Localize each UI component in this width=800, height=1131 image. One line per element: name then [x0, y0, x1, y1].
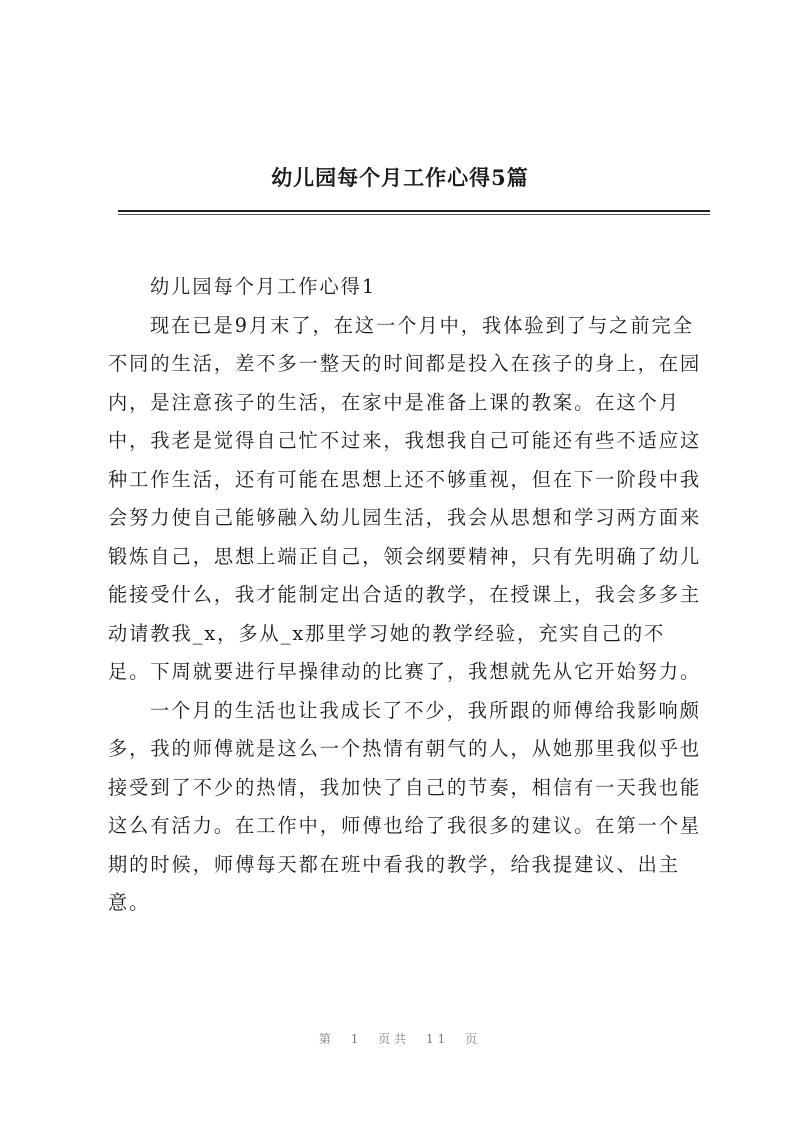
paragraph-2 [108, 692, 716, 923]
title-underline-thin [118, 214, 710, 215]
page-footer [0, 1030, 800, 1047]
paragraph-line: 现在已是9月末了，在这一个月中，我体验到了与之前完全 [150, 313, 694, 337]
paragraph-line: 中，我老是觉得自己忙不过来，我想我自己可能还有些不适应这 [108, 429, 702, 452]
paragraph-line: 期的时候，师傅每天都在班中看我的教学，给我提建议、出主 [108, 852, 681, 876]
paragraph-line: 足。下周就要进行早操律动的比赛了，我想就先从它开始努力。 [108, 660, 702, 683]
paragraph-line: 动请教我_x，多从_x那里学习她的教学经验，充实自己的不 [108, 621, 666, 645]
document-body [108, 268, 716, 923]
footer-current-page: 1 [350, 1032, 363, 1046]
footer-suffix: 页 [465, 1032, 482, 1046]
footer-prefix: 第 [318, 1032, 335, 1046]
paragraph-line: 能接受什么，我才能制定出合适的教学，在授课上，我会多多主 [108, 583, 702, 606]
section-heading: 幼儿园每个月工作心得1 [150, 275, 377, 298]
paragraph-1 [108, 307, 716, 692]
title-underline-thick [118, 210, 710, 212]
footer-total-pages: 11 [426, 1032, 450, 1046]
paragraph-line: 接受到了不少的热情，我加快了自己的节奏，相信有一天我也能 [108, 775, 702, 799]
paragraph-line: 种工作生活，还有可能在思想上还不够重视，但在下一阶段中我 [108, 467, 702, 491]
paragraph-line: 锻炼自己，思想上端正自己，领会纲要精神，只有先明确了幼儿 [108, 544, 702, 568]
paragraph-line: 不同的生活，差不多一整天的时间都是投入在孩子的身上，在园 [108, 352, 702, 375]
paragraph-line: 内，是注意孩子的生活，在家中是准备上课的教案。在这个月 [108, 390, 681, 414]
paragraph-line: 这么有活力。在工作中，师傅也给了我很多的建议。在第一个星 [108, 814, 702, 837]
paragraph-line: 多，我的师傅就是这么一个热情有朝气的人，从她那里我似乎也 [108, 737, 702, 760]
paragraph-line: 一个月的生活也让我成长了不少，我所跟的师傅给我影响颇 [150, 698, 701, 722]
footer-middle: 页共 [378, 1032, 411, 1046]
paragraph-line: 会努力使自己能够融入幼儿园生活，我会从思想和学习两方面来 [108, 506, 702, 529]
paragraph-line: 意。 [108, 891, 151, 914]
document-title: 幼儿园每个月工作心得5篇 [271, 165, 529, 190]
